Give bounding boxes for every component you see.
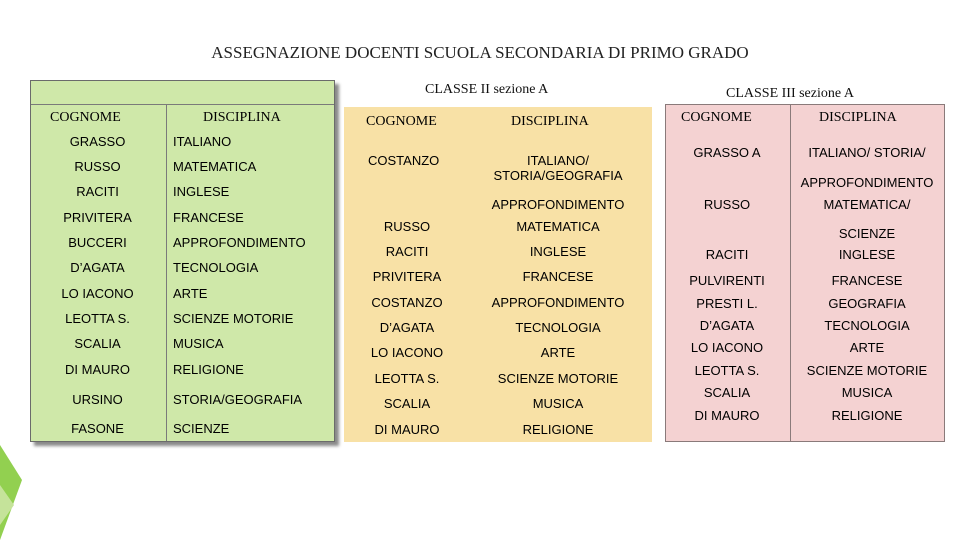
class1-row-subject: APPROFONDIMENTO xyxy=(173,235,306,250)
class3-row-subject: ARTE xyxy=(849,340,885,355)
class1-row-surname: URSINO xyxy=(72,392,123,407)
class1-row-surname: D’AGATA xyxy=(70,260,125,275)
class1-row-subject: MATEMATICA xyxy=(173,159,257,174)
class2-row-surname: LO IACONO xyxy=(370,345,444,360)
class3-row-subject: GEOGRAFIA xyxy=(828,296,906,311)
class1-row-surname: LEOTTA S. xyxy=(65,311,130,326)
class2-row-subject: FRANCESE xyxy=(522,269,594,284)
class3-row-surname: PRESTI L. xyxy=(696,296,758,311)
class2-row-surname: RUSSO xyxy=(383,219,431,234)
class3-second-surname: RUSSO xyxy=(703,197,751,212)
class1-row-surname: FASONE xyxy=(71,421,124,436)
class1-row-surname: SCALIA xyxy=(74,336,121,351)
class1-row-surname: LO IACONO xyxy=(61,286,134,301)
class3-col-surname: COGNOME xyxy=(681,110,752,125)
class1-row-subject: TECNOLOGIA xyxy=(173,260,259,275)
class2-first-subject-line1: ITALIANO/ xyxy=(527,153,589,168)
class1-row-subject: SCIENZE MOTORIE xyxy=(173,311,294,326)
class1-row-subject: RELIGIONE xyxy=(173,362,244,377)
class2-row-subject: MATEMATICA xyxy=(516,219,600,234)
class1-row-subject: ARTE xyxy=(173,286,208,301)
class2-row-surname: COSTANZO xyxy=(371,295,443,310)
class2-row-subject: SCIENZE MOTORIE xyxy=(497,371,619,386)
class2-row-subject: APPROFONDIMENTO xyxy=(491,295,625,310)
decorative-triangles xyxy=(0,0,30,540)
class1-col-subject: DISCIPLINA xyxy=(203,110,281,125)
class3-row-subject: MUSICA xyxy=(841,385,893,400)
class1-row-subject: ITALIANO xyxy=(173,134,232,149)
class1-row-surname: DI MAURO xyxy=(65,362,130,377)
class3-row-surname: DI MAURO xyxy=(694,408,760,423)
class2-heading: CLASSE II sezione A xyxy=(425,82,549,97)
class2-approfondimento: APPROFONDIMENTO xyxy=(491,197,625,212)
class3-row-subject: SCIENZE MOTORIE xyxy=(806,363,928,378)
class3-row-subject: TECNOLOGIA xyxy=(824,318,910,333)
class1-col-surname: COGNOME xyxy=(50,110,121,125)
class3-row-surname: LO IACONO xyxy=(690,340,764,355)
class1-row-surname: RACITI xyxy=(76,184,119,199)
class1-row-surname: GRASSO xyxy=(69,134,126,149)
class1-row-subject: STORIA/GEOGRAFIA xyxy=(173,392,303,407)
class1-row-surname: RUSSO xyxy=(74,159,121,174)
class3-first-surname: GRASSO A xyxy=(693,145,761,160)
class2-col-subject: DISCIPLINA xyxy=(511,114,589,129)
class3-row-surname: LEOTTA S. xyxy=(694,363,760,378)
class3-heading: CLASSE III sezione A xyxy=(726,86,854,101)
class3-second-subject-line2: SCIENZE xyxy=(838,226,896,241)
class2-row-subject: TECNOLOGIA xyxy=(515,320,601,335)
class2-row-subject: INGLESE xyxy=(529,244,587,259)
class2-row-surname: RACITI xyxy=(385,244,429,259)
class3-row-surname: SCALIA xyxy=(703,385,751,400)
class3-row-subject: FRANCESE xyxy=(831,273,903,288)
class2-first-surname: COSTANZO xyxy=(368,153,440,168)
class2-row-subject: RELIGIONE xyxy=(522,422,594,437)
class3-first-subject-line1: ITALIANO/ STORIA/ xyxy=(808,145,926,160)
class1-row-surname: BUCCERI xyxy=(68,235,127,250)
class3-row-surname: PULVIRENTI xyxy=(689,273,765,288)
class2-col-surname: COGNOME xyxy=(366,114,437,129)
class1-row-surname: PRIVITERA xyxy=(63,210,132,225)
class1-row-subject: MUSICA xyxy=(173,336,224,351)
class3-first-subject-line2: APPROFONDIMENTO xyxy=(800,175,934,190)
class3-row-surname: RACITI xyxy=(705,247,749,262)
class2-first-subject-line2: STORIA/GEOGRAFIA xyxy=(493,168,623,183)
class2-row-surname: LEOTTA S. xyxy=(374,371,440,386)
page-title: ASSEGNAZIONE DOCENTI SCUOLA SECONDARIA DI PRIMO GRADO xyxy=(211,43,749,62)
class1-header-divider xyxy=(31,104,334,105)
class2-row-subject: MUSICA xyxy=(532,396,584,411)
class3-row-surname: D’AGATA xyxy=(699,318,755,333)
class2-row-surname: DI MAURO xyxy=(374,422,440,437)
class2-row-surname: D’AGATA xyxy=(379,320,435,335)
class3-second-subject-line1: MATEMATICA/ xyxy=(823,197,911,212)
class2-row-surname: PRIVITERA xyxy=(372,269,442,284)
class1-row-subject: SCIENZE xyxy=(173,421,230,436)
class3-row-subject: RELIGIONE xyxy=(831,408,903,423)
class3-col-subject: DISCIPLINA xyxy=(819,110,897,125)
class1-row-subject: INGLESE xyxy=(173,184,230,199)
class2-row-surname: SCALIA xyxy=(383,396,431,411)
class1-column-divider xyxy=(166,105,167,441)
class2-row-subject: ARTE xyxy=(540,345,576,360)
class3-row-subject: INGLESE xyxy=(838,247,896,262)
class1-row-subject: FRANCESE xyxy=(173,210,244,225)
